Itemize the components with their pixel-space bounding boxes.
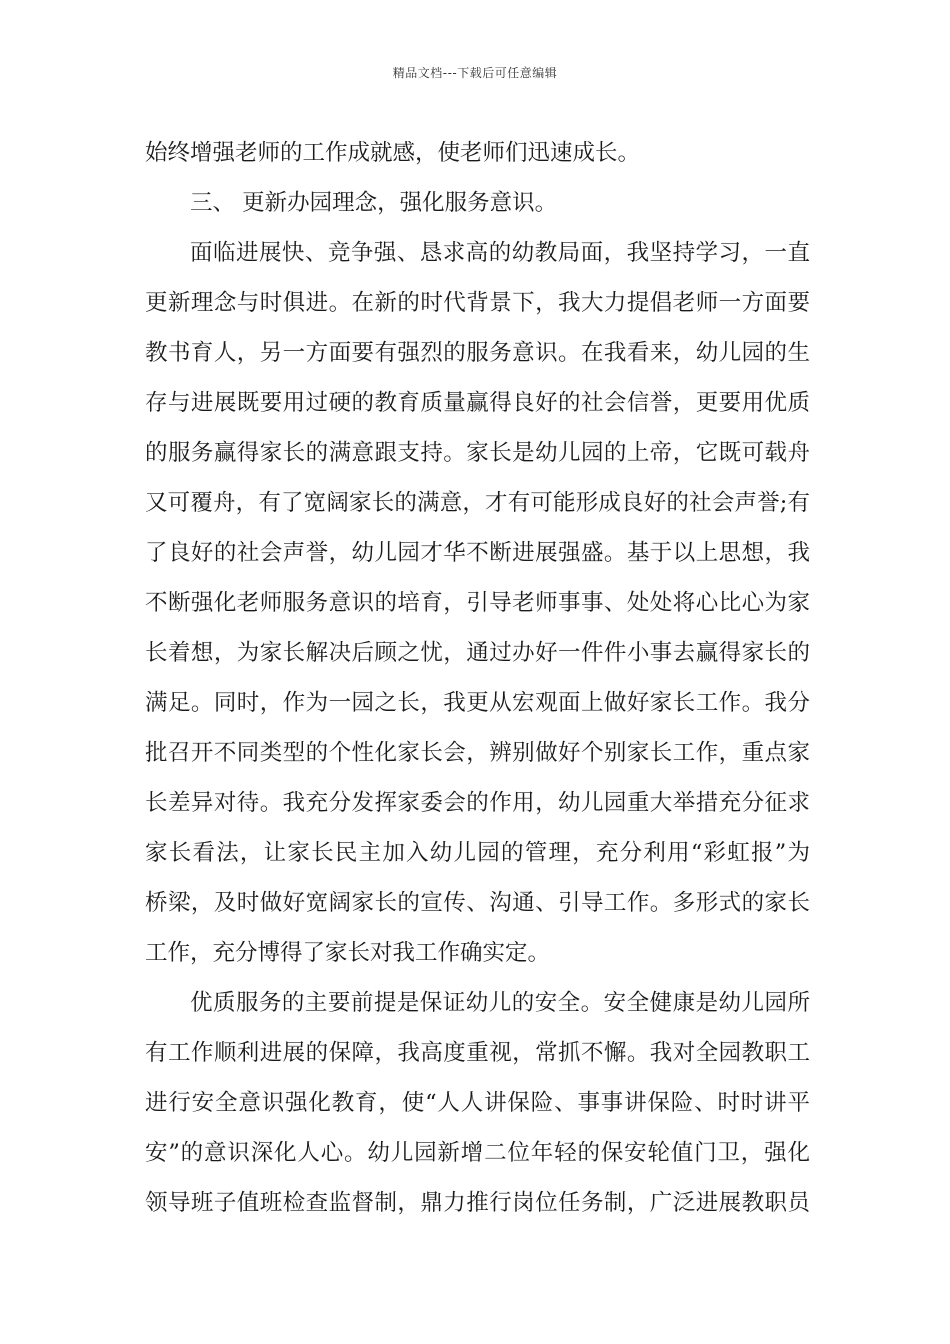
text-line: 领导班子值班检查监督制，鼎力推行岗位任务制，广泛进展教职员: [145, 1190, 810, 1216]
text-line: 了良好的社会声誉，幼儿园才华不断进展强盛。基于以上思想，我: [145, 540, 810, 566]
text-line: 教书育人，另一方面要有强烈的服务意识。在我看来，幼儿园的生: [145, 340, 810, 366]
text-line: 始终增强老师的工作成就感，使老师们迅速成长。: [145, 140, 641, 166]
body-text: [145, 128, 810, 1228]
text-line: 家长看法，让家长民主加入幼儿园的管理，充分利用“彩虹报”为: [145, 840, 810, 866]
text-line: 不断强化老师服务意识的培育，引导老师事事、处处将心比心为家: [145, 590, 810, 616]
text-line: 满足。同时，作为一园之长，我更从宏观面上做好家长工作。我分: [145, 690, 810, 716]
text-line: 优质服务的主要前提是保证幼儿的安全。安全健康是幼儿园所: [190, 990, 810, 1016]
text-line: 批召开不同类型的个性化家长会，辨别做好个别家长工作，重点家: [145, 740, 810, 766]
page-header: 精品文档---下载后可任意编辑: [392, 66, 558, 80]
text-line: 面临进展快、竞争强、恳求高的幼教局面，我坚持学习，一直: [190, 240, 810, 266]
text-line: 又可覆舟，有了宽阔家长的满意，才有可能形成良好的社会声誉;有: [145, 490, 810, 516]
text-line: 有工作顺利进展的保障，我高度重视，常抓不懈。我对全园教职工: [145, 1040, 810, 1066]
text-line: 长差异对待。我充分发挥家委会的作用，幼儿园重大举措充分征求: [145, 790, 810, 816]
section-heading: 三、 更新办园理念，强化服务意识。: [190, 190, 558, 216]
text-line: 长着想，为家长解决后顾之忧，通过办好一件件小事去赢得家长的: [145, 640, 810, 666]
text-line: 安”的意识深化人心。幼儿园新增二位年轻的保安轮值门卫，强化: [145, 1140, 810, 1166]
text-line: 存与进展既要用过硬的教育质量赢得良好的社会信誉，更要用优质: [145, 390, 810, 416]
text-line: 进行安全意识强化教育，使“人人讲保险、事事讲保险、时时讲平: [145, 1090, 810, 1116]
text-line: 桥梁，及时做好宽阔家长的宣传、沟通、引导工作。多形式的家长: [145, 890, 810, 916]
text-line: 更新理念与时俱进。在新的时代背景下，我大力提倡老师一方面要: [145, 290, 810, 316]
text-line: 工作，充分博得了家长对我工作确实定。: [145, 940, 551, 966]
text-line: 的服务赢得家长的满意跟支持。家长是幼儿园的上帝，它既可载舟: [145, 440, 810, 466]
